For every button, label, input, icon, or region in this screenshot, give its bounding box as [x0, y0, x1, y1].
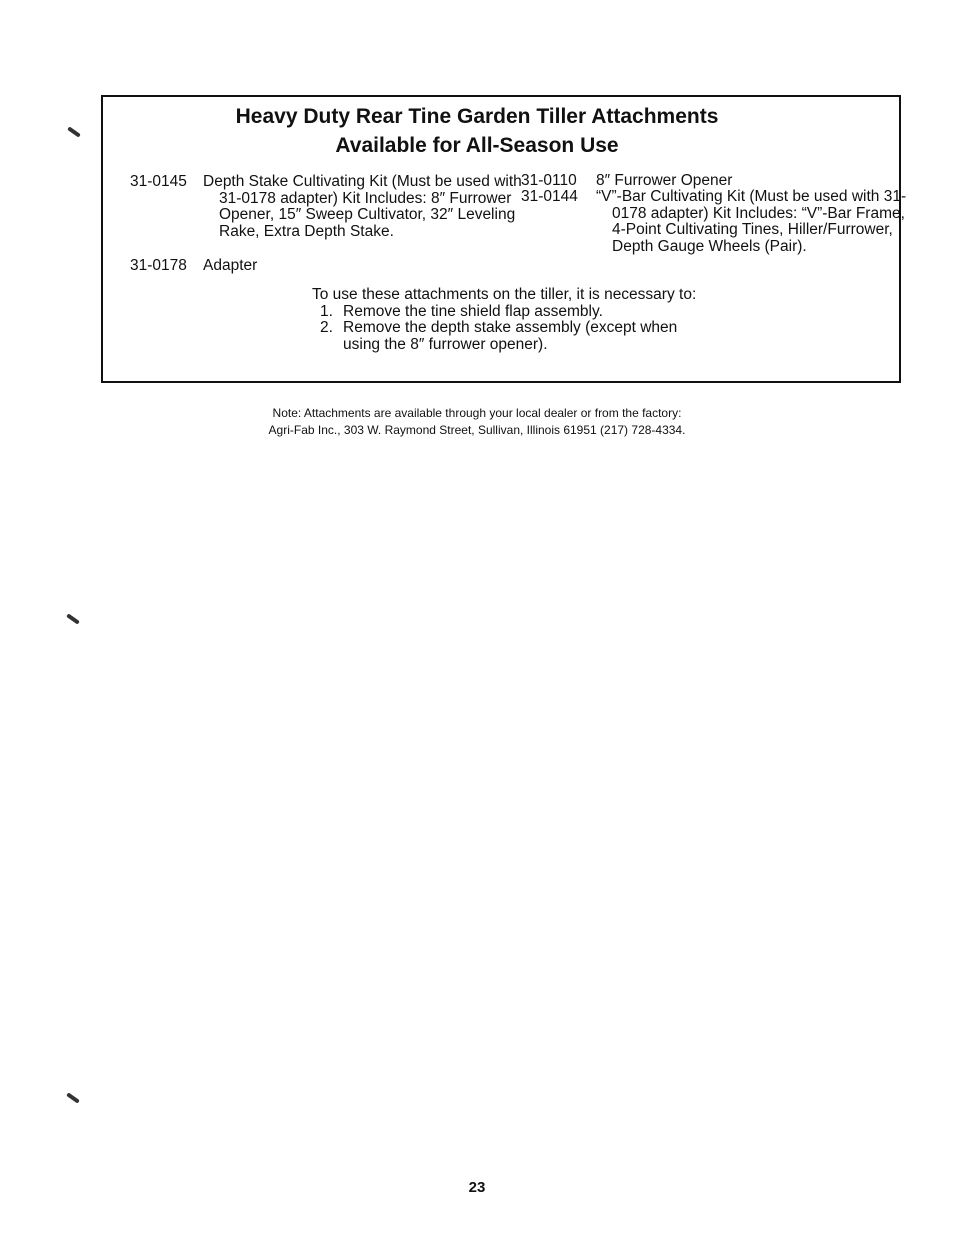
note-line-2: Agri-Fab Inc., 303 W. Raymond Street, Sullivan, Illinois 61951 (217) 728-4334.	[268, 423, 686, 437]
attachment-code: 31-0145	[130, 173, 187, 190]
attachment-description: 8″ Furrower Opener	[596, 172, 733, 189]
usage-instructions	[312, 287, 712, 353]
step-number: 2.	[320, 319, 333, 337]
title-line-1: Heavy Duty Rear Tine Garden Tiller Attachments	[235, 105, 719, 128]
instructions-list	[312, 304, 712, 354]
page-number: 23	[468, 1179, 486, 1196]
instruction-step	[312, 320, 703, 353]
attachment-code: 31-0144	[521, 188, 578, 205]
step-number: 1.	[320, 302, 333, 320]
instructions-intro: To use these attachments on the tiller, it is necessary to:	[312, 286, 697, 303]
scan-mark	[66, 1092, 80, 1103]
attachment-description: Depth Stake Cultivating Kit (Must be used with 31-0178 adapter) Kit Includes: 8″ Furrower Opener, 15″ Sweep Cultivator, 32″ Leveling Rake, Extra Depth Stake.	[203, 173, 522, 240]
attachment-description: Adapter	[203, 257, 258, 274]
step-text: Remove the tine shield flap assembly.	[343, 302, 603, 320]
instruction-step	[312, 304, 703, 321]
title-line-2: Available for All-Season Use	[335, 134, 619, 157]
scan-mark	[66, 613, 80, 624]
step-text: Remove the depth stake assembly (except when using the 8″ furrower opener).	[343, 319, 678, 353]
attachment-code: 31-0110	[521, 172, 577, 189]
attachment-description: “V”-Bar Cultivating Kit (Must be used with 31-0178 adapter) Kit Includes: “V”-Bar Frame, 4-Point Cultivating Tines, Hiller/Furrower, Depth Gauge Wheels (Pair).	[596, 188, 907, 255]
attachment-code: 31-0178	[130, 257, 187, 274]
note-line-1: Note: Attachments are available through your local dealer or from the factory:	[272, 406, 682, 420]
